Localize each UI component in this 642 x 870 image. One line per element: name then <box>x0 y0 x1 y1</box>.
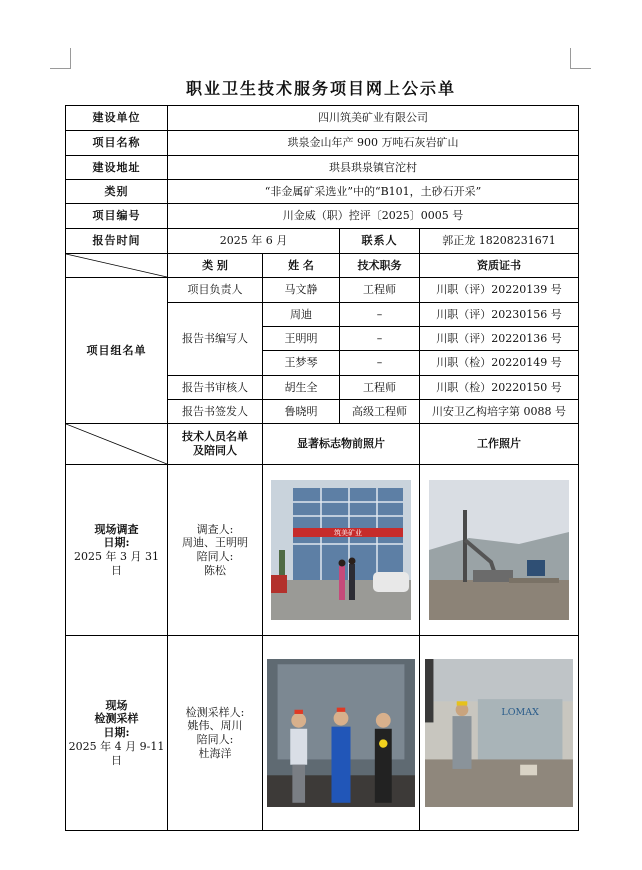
diagonal-cell <box>66 254 168 278</box>
sampling-landmark-photo-cell <box>263 636 420 831</box>
sampling-label2: 检测采样 <box>94 712 139 726</box>
sampling-date-label: 日期: <box>103 726 130 740</box>
survey-date-line2: 日 <box>111 563 122 577</box>
work-photo-header: 工作照片 <box>420 424 579 465</box>
sampling-date-line1: 2025 年 4 月 9-11 <box>68 739 165 753</box>
row-number <box>66 204 579 229</box>
sampling-work-photo <box>425 659 573 807</box>
staff-header-line2: 及陪同人 <box>193 444 237 457</box>
category-value: “非金属矿采选业”中的“B101，土砂石开采” <box>168 180 579 204</box>
team-title: – <box>340 351 420 376</box>
staff-header-line1: 技术人员名单 <box>182 430 248 444</box>
team-cert: 川职（检）20220149 号 <box>420 351 579 376</box>
survey-row <box>66 465 579 636</box>
survey-staff-cell <box>168 465 263 636</box>
building-landmark-photo <box>271 480 411 620</box>
row-category <box>66 180 579 204</box>
team-type: 报告书签发人 <box>168 400 263 424</box>
name-header: 姓 名 <box>263 254 340 278</box>
survey-work-photo-cell <box>420 465 579 636</box>
team-title: – <box>340 327 420 351</box>
investigator-label: 调查人: <box>196 522 234 536</box>
machine-brand-text: LOMAX <box>501 707 539 719</box>
name-label: 项目名称 <box>66 131 168 156</box>
diagonal-cell <box>66 424 168 465</box>
companion-names: 陈松 <box>204 563 226 577</box>
team-name: 周迪 <box>263 303 340 327</box>
sampling-date-cell <box>66 636 168 831</box>
survey-date-label: 日期: <box>103 536 130 550</box>
team-name: 胡生全 <box>263 376 340 400</box>
survey-label: 现场调查 <box>94 522 139 536</box>
team-row <box>66 278 579 303</box>
team-cert: 川职（评）20220139 号 <box>420 278 579 303</box>
team-type: 报告书审核人 <box>168 376 263 400</box>
address-label: 建设地址 <box>66 156 168 180</box>
team-title: 工程师 <box>340 278 420 303</box>
team-cert: 川职（检）20220150 号 <box>420 376 579 400</box>
team-type: 项目负责人 <box>168 278 263 303</box>
type-header: 类 别 <box>168 254 263 278</box>
survey-landmark-photo-cell <box>263 465 420 636</box>
diagonal-line <box>66 254 167 277</box>
landmark-photo-header: 显著标志物前照片 <box>263 424 420 465</box>
survey-date-line1: 2025 年 3 月 31 <box>74 550 159 563</box>
row-address <box>66 156 579 180</box>
sampling-row <box>66 636 579 831</box>
survey-date-cell <box>66 465 168 636</box>
team-title: 工程师 <box>340 376 420 400</box>
team-type: 报告书编写人 <box>168 303 263 376</box>
number-label: 项目编号 <box>66 204 168 229</box>
category-label: 类别 <box>66 180 168 204</box>
investigator-names: 周迪、王明明 <box>182 536 248 550</box>
team-cert: 川职（评）20230156 号 <box>420 303 579 327</box>
address-value: 珙县珙泉镇官沱村 <box>168 156 579 180</box>
row-name <box>66 131 579 156</box>
building-sign-text: 筑美矿业 <box>334 529 362 537</box>
team-name: 王梦琴 <box>263 351 340 376</box>
unit-label: 建设单位 <box>66 106 168 131</box>
time-value: 2025 年 6 月 <box>168 229 340 254</box>
staff-header <box>168 424 263 465</box>
sampler-names: 姚伟、周川 <box>187 719 243 733</box>
contact-label: 联系人 <box>340 229 420 254</box>
sampling-label1: 现场 <box>105 698 128 712</box>
diagonal-line <box>66 424 167 464</box>
team-name: 马文静 <box>263 278 340 303</box>
row-time <box>66 229 579 254</box>
row-unit <box>66 106 579 131</box>
group-photo <box>267 659 415 807</box>
companion-names: 杜海洋 <box>198 746 232 760</box>
corner-mark-top-right <box>570 48 591 69</box>
disclosure-table <box>65 105 579 831</box>
sampling-work-photo-cell <box>420 636 579 831</box>
team-cert: 川安卫乙构培字第 0088 号 <box>420 400 579 424</box>
team-title: 高级工程师 <box>340 400 420 424</box>
companion-label: 陪同人: <box>196 550 234 563</box>
team-cert: 川职（评）20220136 号 <box>420 327 579 351</box>
team-section-label: 项目组名单 <box>66 278 168 424</box>
corner-mark-top-left <box>50 48 71 69</box>
title-header: 技术职务 <box>340 254 420 278</box>
team-header-row <box>66 254 579 278</box>
team-name: 鲁晓明 <box>263 400 340 424</box>
photo-header-row <box>66 424 579 465</box>
companion-label: 陪同人: <box>196 733 234 746</box>
team-title: – <box>340 303 420 327</box>
sampler-label: 检测采样人: <box>185 705 245 719</box>
contact-value: 郭正龙 18208231671 <box>420 229 579 254</box>
sampling-staff-cell <box>168 636 263 831</box>
sampling-date-line2: 日 <box>111 753 122 767</box>
number-value: 川金威（职）控评〔2025〕0005 号 <box>168 204 579 229</box>
unit-value: 四川筑美矿业有限公司 <box>168 106 579 131</box>
drilling-rig-photo <box>429 480 569 620</box>
cert-header: 资质证书 <box>420 254 579 278</box>
name-value: 珙泉金山年产 900 万吨石灰岩矿山 <box>168 131 579 156</box>
time-label: 报告时间 <box>66 229 168 254</box>
team-name: 王明明 <box>263 327 340 351</box>
document-title: 职业卫生技术服务项目网上公示单 <box>185 79 456 98</box>
